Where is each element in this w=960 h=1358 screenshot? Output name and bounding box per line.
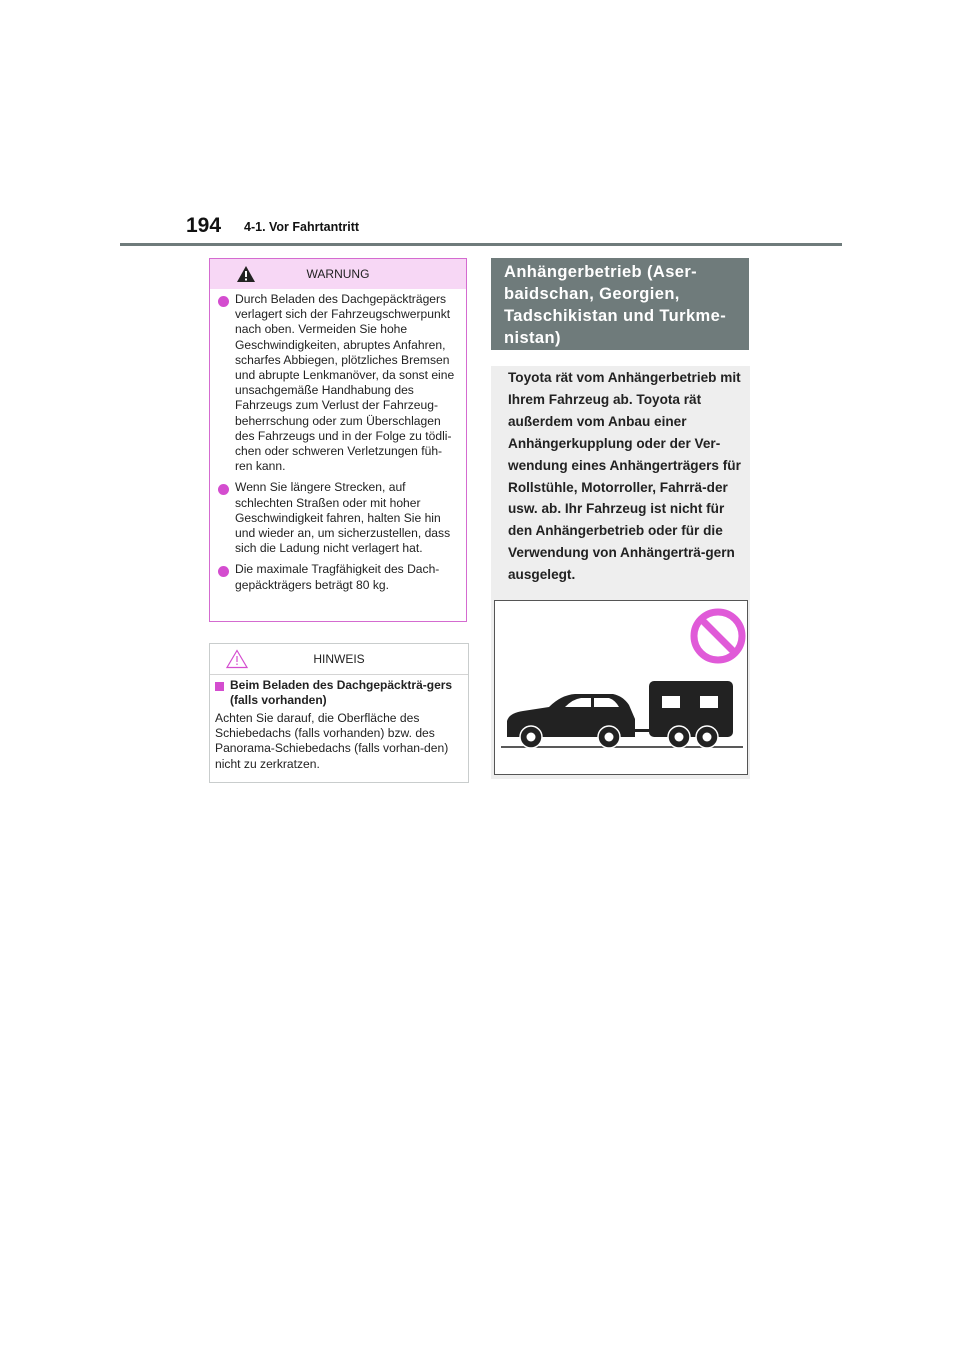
notice-header bbox=[210, 644, 468, 675]
warning-triangle-icon bbox=[236, 265, 256, 283]
caution-outline-icon bbox=[226, 649, 248, 669]
warning-item-text: Durch Beladen des Dachgepäckträgers verlagert sich der Fahrzeugschwerpunkt nach oben. Vermeiden Sie hohe Geschwindigkeiten, abruptes Anfahren, scharfes Abbiegen, plötzliches Bremsen und abrupte Lenkmanöver, da sonst eine unsachgemäße Handhabung des Fahrzeugs zum Verlust der Fahrzeug-beherrschung oder zum Überschlagen des Fahrzeugs und in der Folge zu tödli-chen oder schweren Verletzungen füh-ren kann. bbox=[235, 292, 455, 474]
notice-subtitle: Beim Beladen des Dachgepäckträ-gers (falls vorhanden) bbox=[230, 678, 453, 707]
bullet-dot-icon bbox=[218, 566, 229, 577]
notice-text: Achten Sie darauf, die Oberfläche des Schiebedachs (falls vorhanden) bzw. des Panorama-Schiebedachs (falls vorhan-den) nicht zu zerkratzen. bbox=[215, 711, 449, 771]
bullet-dot-icon bbox=[218, 296, 229, 307]
trailer-icon bbox=[649, 681, 733, 748]
warning-item bbox=[218, 562, 458, 592]
page-number: 194 bbox=[186, 214, 222, 237]
notice-box bbox=[209, 643, 469, 783]
square-bullet-icon bbox=[215, 682, 224, 691]
warning-title: WARNUNG bbox=[306, 267, 370, 281]
towing-illustration bbox=[494, 600, 748, 775]
warning-item bbox=[218, 480, 458, 556]
suv-icon bbox=[507, 694, 649, 748]
warning-item bbox=[218, 292, 458, 474]
towing-title: Anhängerbetrieb (Aser-baidschan, Georgien, Tadschikistan und Turkme-nistan) bbox=[491, 258, 749, 350]
section-title: 4-1. Vor Fahrtantritt bbox=[244, 220, 360, 234]
prohibited-icon bbox=[694, 612, 742, 660]
warning-box bbox=[209, 258, 467, 622]
warning-item-text: Wenn Sie längere Strecken, auf schlechten Straßen oder mit hoher Geschwindigkeit fahren, halten Sie hin und wieder an, um sicherzustellen, dass sich die Ladung nicht verlagert hat. bbox=[235, 480, 451, 556]
notice-title: HINWEIS bbox=[313, 652, 365, 666]
warning-item-text: Die maximale Tragfähigkeit des Dach-gepäckträgers beträgt 80 kg. bbox=[235, 562, 440, 592]
header-rule bbox=[120, 243, 842, 246]
bullet-dot-icon bbox=[218, 484, 229, 495]
warning-header bbox=[210, 259, 466, 289]
towing-body: Toyota rät vom Anhängerbetrieb mit Ihrem Fahrzeug ab. Toyota rät außerdem vom Anbau einer Anhängerkupplung oder der Ver-wendung eines Anhängerträgers für Rollstühle, Motorroller, Fahrrä-der usw. ab. Ihr Fahrzeug ist nicht für den Anhängerbetrieb oder für die Verwendung von Anhängerträ-gern ausgelegt. bbox=[508, 370, 741, 583]
